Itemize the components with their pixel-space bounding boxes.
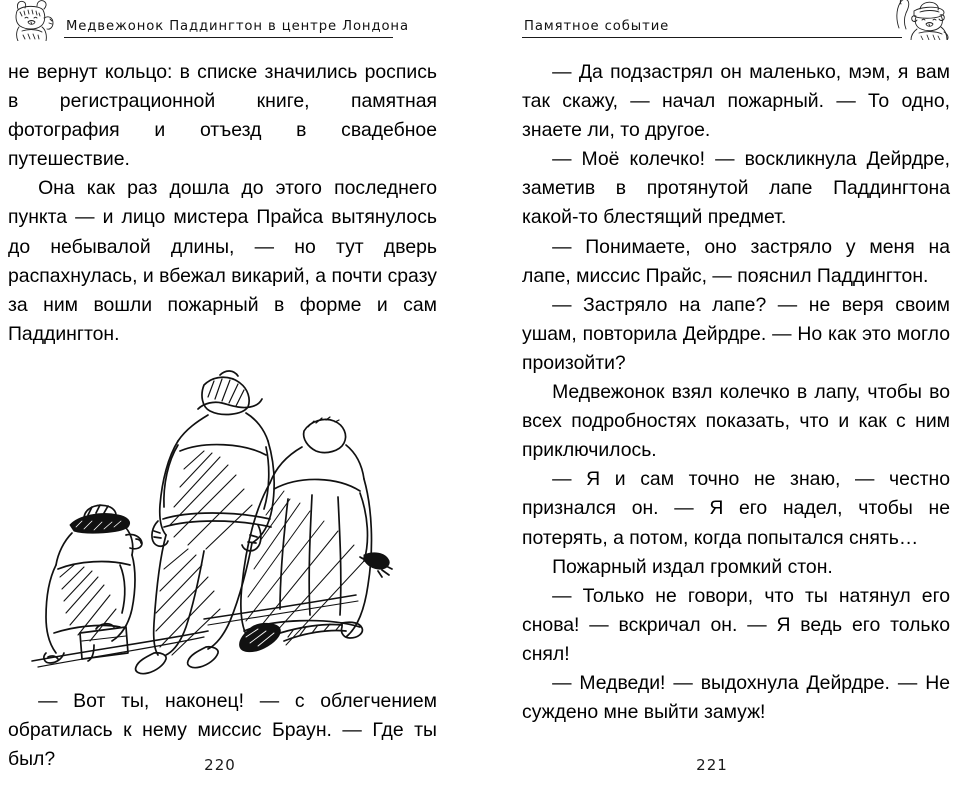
running-head-right <box>522 0 950 46</box>
paragraph: — Моё колечко! — воскликнула Дейрдре, заметив в протянутой лапе Паддингтона какой-то блестящий предмет. <box>522 148 950 229</box>
paragraph: — Только не говори, что ты натянул его снова! — вскричал он. — Я ведь его только снял! <box>522 584 950 665</box>
left-text-column <box>8 58 437 774</box>
running-head-left <box>8 0 437 46</box>
paragraph: Она как раз дошла до этого последнего пункта — и лицо мистера Прайса вытянулось до небывалой длины, — но тут дверь распахнулась, и вбежал викарий, а почти сразу за ним вошли пожарный в форме и сам Паддингтон. <box>8 177 437 345</box>
paragraph: — Понимаете, оно застряло у меня на лапе, миссис Прайс, — пояснил Паддингтон. <box>522 235 950 287</box>
paragraph: Пожарный издал громкий стон. <box>552 555 833 578</box>
paragraph: — Да подзастрял он маленько, мэм, я вам так скажу, — начал пожарный. — То одно, знаете ли, то другое. <box>522 61 950 142</box>
paragraph: не вернут кольцо: в списке значились роспись в регистрационной книге, памятная фотография и отъезд в свадебное путешествие. <box>8 61 437 171</box>
left-body-text <box>8 58 437 349</box>
paragraph: — Вот ты, наконец! — с облегчением обратилась к нему миссис Браун. — Где ты был? <box>8 689 437 771</box>
right-body-text <box>522 58 950 727</box>
running-head-title-right: Памятное событие <box>524 18 670 34</box>
bear-waving-icon <box>886 0 950 40</box>
page-number-right: 221 <box>696 756 728 774</box>
right-text-column <box>522 58 950 727</box>
right-page <box>480 0 960 792</box>
running-head-title-left: Медвежонок Паддингтон в центре Лондона <box>66 18 409 34</box>
paragraph: — Застряло на лапе? — не веря своим ушам, повторила Дейрдре. — Но как это могло произойти? <box>522 293 950 374</box>
paragraph: — Я и сам точно не знаю, — честно признался он. — Я его надел, чтобы не потерять, а потом, когда попытался снять… <box>522 468 950 549</box>
page-number-left: 220 <box>204 756 236 774</box>
walking-figures-illustration <box>8 365 438 675</box>
paragraph: — Медведи! — выдохнула Дейрдре. — Не суждено мне выйти замуж! <box>522 671 950 724</box>
bear-peeking-icon <box>6 0 64 41</box>
paragraph: Медвежонок взял колечко в лапу, чтобы во всех подробностях показать, что и как с ним приключилось. <box>522 381 950 462</box>
